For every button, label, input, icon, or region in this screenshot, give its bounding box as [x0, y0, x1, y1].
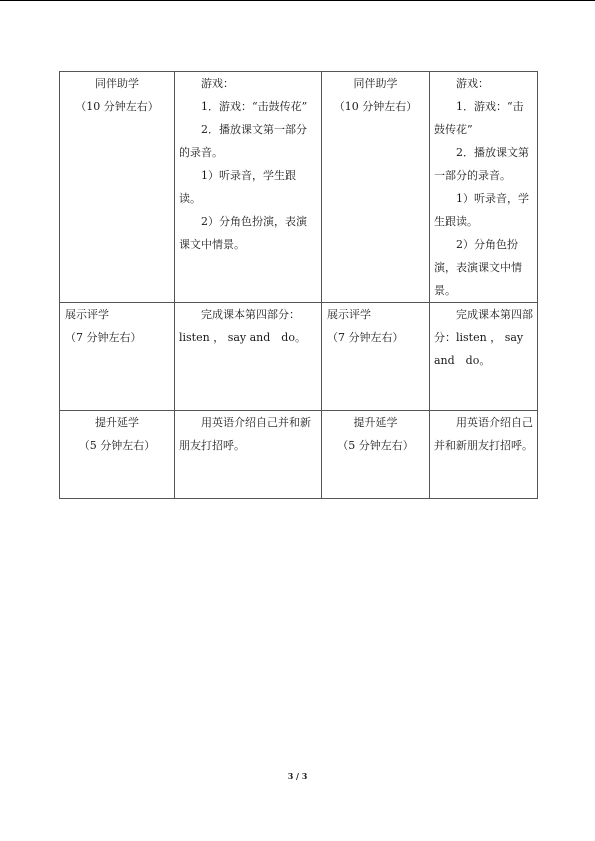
header-rule — [0, 0, 595, 1]
activity-line: 2．播放课文第一部分的录音。 — [179, 123, 307, 159]
activity-cell — [430, 411, 538, 499]
stage-cell — [322, 411, 430, 499]
activity-line: 完成课本第四部分：listen ， say and do。 — [434, 308, 533, 367]
table-row — [60, 411, 538, 499]
stage-time: （5 分钟左右） — [337, 439, 414, 452]
activity-line: 1．游戏：“击鼓传花” — [434, 100, 524, 136]
stage-cell — [322, 72, 430, 303]
activity-line: 游戏： — [201, 77, 234, 90]
activity-line: 1．游戏：“击鼓传花” — [201, 100, 308, 113]
page-number: 3 / 3 — [287, 771, 308, 781]
activity-cell — [430, 72, 538, 303]
stage-time: （7 分钟左右） — [65, 331, 142, 344]
activity-line: 2）分角色扮演，表演课文中情景。 — [434, 238, 522, 297]
activity-cell — [175, 411, 322, 499]
stage-name: 展示评学 — [65, 308, 109, 321]
stage-name: 展示评学 — [327, 308, 371, 321]
activity-line: 用英语介绍自己并和新朋友打招呼。 — [434, 416, 533, 452]
table-row — [60, 303, 538, 411]
activity-line: 游戏： — [456, 77, 489, 90]
activity-line: 2）分角色扮演，表演课文中情景。 — [179, 215, 307, 251]
stage-time: （5 分钟左右） — [78, 439, 156, 452]
lesson-plan-table — [59, 71, 538, 499]
stage-time: （10 分钟左右） — [75, 100, 159, 113]
activity-cell — [175, 72, 322, 303]
activity-cell — [175, 303, 322, 411]
activity-line: 1）听录音，学生跟读。 — [179, 169, 296, 205]
activity-line: 2．播放课文第一部分的录音。 — [434, 146, 529, 182]
stage-cell — [60, 411, 175, 499]
stage-cell — [60, 72, 175, 303]
activity-line: 1）听录音，学生跟读。 — [434, 192, 529, 228]
stage-name: 提升延学 — [95, 416, 139, 429]
activity-line: 用英语介绍自己并和新朋友打招呼。 — [179, 416, 311, 452]
stage-time: （7 分钟左右） — [327, 331, 404, 344]
stage-cell — [60, 303, 175, 411]
activity-line: 完成课本第四部分：listen ， say and do。 — [179, 308, 306, 344]
activity-cell — [430, 303, 538, 411]
stage-name: 同伴助学 — [95, 77, 139, 90]
table-row — [60, 72, 538, 303]
stage-name: 同伴助学 — [353, 77, 398, 90]
stage-time: （10 分钟左右） — [333, 100, 418, 113]
stage-name: 提升延学 — [353, 416, 398, 429]
stage-cell — [322, 303, 430, 411]
